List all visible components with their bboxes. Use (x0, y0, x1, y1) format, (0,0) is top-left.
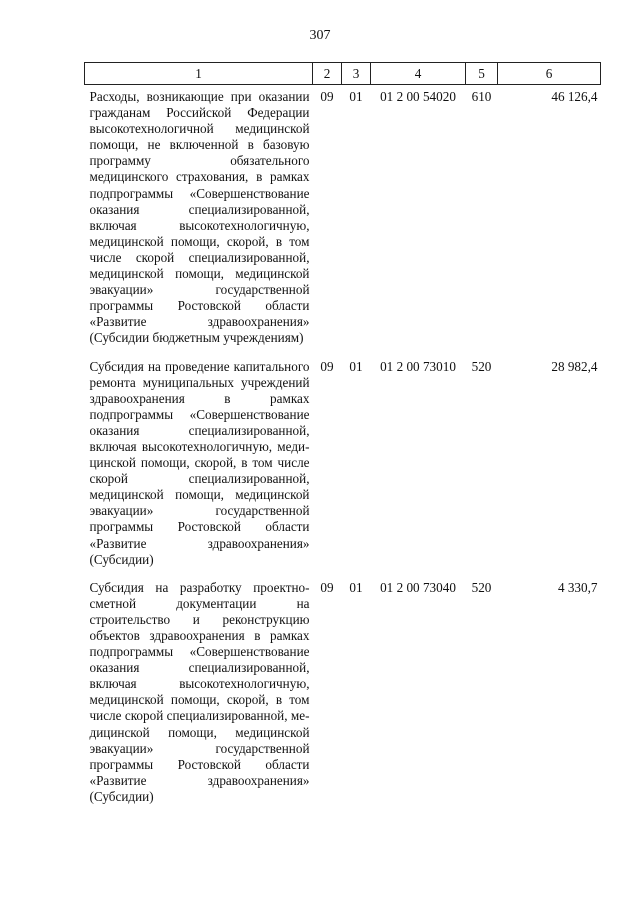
row-target-article: 01 2 00 73040 (380, 579, 456, 595)
row-expense-type: 520 (471, 358, 492, 374)
table-row (85, 576, 601, 813)
row-subsection: 01 (349, 579, 363, 595)
column-header-target-article: 4 (371, 63, 466, 85)
row-description: Субсидия на проведение капитального ремонта муниципальных учреждений здравоохранения в рамках подпрограммы «Совершенствование оказания специализированной, включая высокотехнологичную, медицинской помощи, скорой, в том числе скорой специализированной, медицинской помощи, медицинской эвакуации» государственной программы Ростовской области «Развитие здравоохранения» (Субсидии) (89, 358, 310, 567)
row-expense-type: 520 (471, 579, 492, 595)
budget-table (84, 62, 601, 813)
table-row (85, 85, 601, 355)
row-amount: 28 982,4 (551, 358, 598, 374)
row-section: 09 (320, 579, 334, 595)
table-header-row (85, 63, 601, 85)
row-subsection: 01 (349, 358, 363, 374)
row-description: Субсидия на разработку проектно-сметной документации на строительство и реконструкцию объектов здравоохранения в рамках подпрограммы «Совершенствование оказания специализированной, включая высокотехнологичную, медицинской помощи, скорой, в том числе скорой специализированной, медицинской помощи, медицинской эвакуации» государственной программы Ростовской области «Развитие здравоохранения» (Субсидии) (89, 579, 310, 804)
column-header-description: 1 (85, 63, 313, 85)
column-header-expense-type: 5 (466, 63, 498, 85)
page-number: 307 (309, 28, 331, 43)
row-subsection: 01 (349, 89, 363, 104)
table-row (85, 355, 601, 576)
row-description: Расходы, возникающие при оказании гражданам Российской Федерации высокотехнологичной медицинской помощи, не включенной в базовую программу обязательного медицинского страхования, в рамках подпрограммы «Совершенствование оказания специализированной, включая высокотехнологичную, медицинской помощи, скорой, в том числе скорой специализированной, медицинской помощи, медицинской эвакуации» государственной программы Ростовской области «Развитие здравоохранения» (Субсидии бюджетным учреждениям) (89, 89, 310, 346)
row-section: 09 (320, 89, 334, 104)
row-amount: 46 126,4 (551, 89, 598, 104)
row-target-article: 01 2 00 73010 (380, 358, 456, 374)
column-header-subsection: 3 (342, 63, 371, 85)
row-amount: 4 330,7 (557, 579, 598, 595)
row-section: 09 (320, 358, 334, 374)
column-header-amount: 6 (498, 63, 601, 85)
row-target-article: 01 2 00 54020 (380, 89, 456, 104)
column-header-section: 2 (313, 63, 342, 85)
row-expense-type: 610 (471, 89, 492, 104)
